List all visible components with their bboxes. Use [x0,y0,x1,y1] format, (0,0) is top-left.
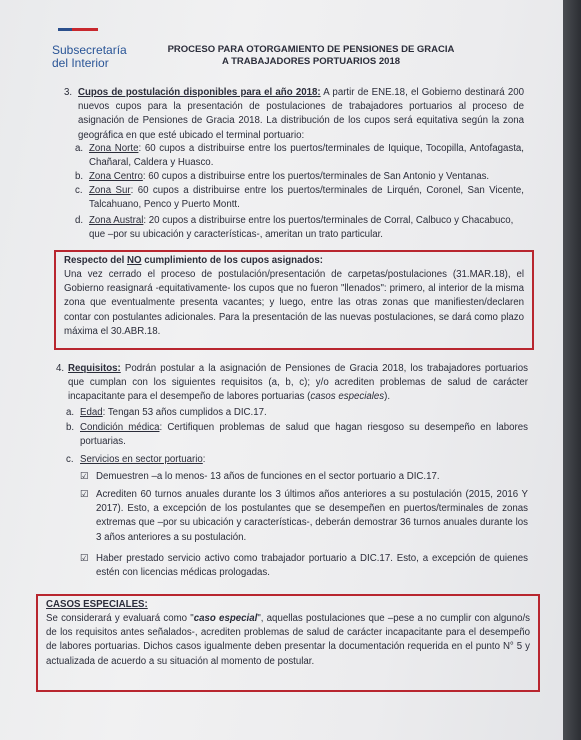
zone-c-label: Zona Sur [89,185,131,196]
zone-d-label: Zona Austral [89,215,144,226]
req-b-text: : Certifiquen problemas de salud que hagan riesgoso su desempeño en labores portuarias. [80,422,528,448]
req-c-item [80,453,528,467]
special-cases-box [36,594,540,692]
check-3-icon: ☑ [80,553,89,564]
req-b-item [80,421,528,449]
zone-b-item [89,170,524,184]
zone-d-item [89,214,524,242]
document-title [166,44,456,68]
org-logo-text [52,44,127,70]
req-c-label: Servicios en sector portuario [80,454,203,465]
check-2-text: Acrediten 60 turnos anuales durante los 3 últimos años anteriores a su postulación (2015, 2016 Y 2017). Esto, a excepción de los postulantes que se desempeñen en puertos/terminales de zonas extremas que –por su ubicación y características-, deberán demostrar 36 turnos anuales durante los 3 años anteriores a su postulación. [96,489,528,543]
org-line-1: Subsecretaría [52,43,127,57]
req-c-letter: c. [66,454,74,465]
box1-heading-post: cumplimiento de los cupos asignados: [141,255,323,266]
req-b-label: Condición médica [80,422,160,433]
section-4-text-pre: Podrán postular a la asignación de Pensiones de Gracia 2018, los trabajadores portuarios que cumplan con los siguientes requisitos (a, b, c); y/o acrediten problemas de salud de carácter incapacitante para el desempeño de labores portuarias ( [68,363,528,403]
box2-heading [46,598,530,612]
background-edge [563,0,581,740]
zone-b-text: : 60 cupos a distribuirse entre los puertos/terminales de San Antonio y Ventanas. [142,171,490,182]
zone-c-text: : 60 cupos a distribuirse entre los puertos/terminales de Lirquén, Coronel, San Vicente, Talcahuano, Penco y Puerto Montt. [89,185,524,211]
zone-d-text: : 20 cupos a distribuirse entre los puertos/terminales de Corral, Calbuco y Chacabuco, que –por su ubicación y características-, ameritan un trato particular. [89,215,514,241]
box1-heading-pre: Respecto del [64,255,127,266]
section-4-text-em: casos especiales [310,391,385,403]
box2-text-em: caso especial [193,613,258,624]
check-1-icon: ☑ [80,471,89,482]
box1-heading-no: NO [127,255,142,266]
zone-b-label: Zona Centro [89,171,143,182]
zone-b-letter: b. [75,171,84,182]
box2-text-post: ", aquellas postulaciones que –pese a no cumplir con alguno/s de los requisitos antes señalados-, acrediten problemas de salud de carácter incapacitante para el desempeño de labores portuarias. Dichos casos igualmente deben presentar la documentación requerida en el punto N° 5 y actualizada de acuerdo a su situación al momento de postular. [46,613,531,667]
req-b-letter: b. [66,422,75,433]
check-1-text: Demuestren –a lo menos- 13 años de funciones en el sector portuario a DIC.17. [96,471,440,482]
zone-a-item [89,142,524,170]
title-line-1: PROCESO PARA OTORGAMIENTO DE PENSIONES DE GRACIA [167,44,455,55]
req-c-text: : [202,454,206,465]
section-3-text: A partir de ENE.18, el Gobierno destinará 200 nuevos cupos para la presentación de postulaciones de trabajadores portuarios al proceso de asignación de Pensiones de Gracia 2018. La distribución de los cupos será equitativa según la zona geográfica en que esté ubicado el terminal portuario: [78,87,524,141]
req-a-text: : Tengan 53 años cumplidos a DIC.17. [102,407,267,418]
req-a-letter: a. [66,407,75,418]
zone-a-label: Zona Norte [89,143,139,154]
zone-d-letter: d. [75,215,84,226]
section-3-heading: Cupos de postulación disponibles para el año 2018: [78,87,321,98]
section-4-text-post: ). [384,391,391,403]
req-a-label: Edad [80,407,103,418]
section-4-heading: Requisitos: [68,363,121,374]
zone-c-item [89,184,524,212]
zone-c-letter: c. [75,185,83,196]
title-line-2: A TRABAJADORES PORTUARIOS 2018 [221,56,401,67]
quota-non-fulfilment-box [54,250,534,350]
zone-a-letter: a. [75,143,84,154]
org-line-2: del Interior [52,56,109,70]
section-4-intro [68,362,528,405]
box1-heading [64,254,524,268]
section-3-number: 3. [64,87,73,98]
check-2-icon: ☑ [80,489,89,500]
box1-text: Una vez cerrado el proceso de postulación/presentación de carpetas/postulaciones (31.MAR.18), el Gobierno reasignará -equitativamente- los cupos que no fueron "llenados": primero, al interior de la misma zona que eventualmente presenta vacantes; y luego, entre las otras zonas que manifiesten/declaren contar con postulantes adicionales. Para la presentación de las nuevas postulaciones, se dará como plazo máxima el 30.ABR.18. [64,269,524,337]
zone-a-text: : 60 cupos a distribuirse entre los puertos/terminales de Iquique, Tocopilla, Antofagasta, Chañaral, Caldera y Huasco. [89,143,524,169]
check-3-text: Haber prestado servicio activo como trabajador portuario a DIC.17. Esto, a excepción de quienes estén con licencias médicas prologadas. [96,553,528,579]
section-4-number: 4. [56,363,65,374]
section-3-intro [78,86,524,143]
box2-heading-text: CASOS ESPECIALES: [46,599,148,610]
logo-red-stripe [72,28,98,31]
logo-blue-stripe [58,28,72,31]
box2-text-pre: Se considerará y evaluará como " [46,613,194,624]
box2-text [46,612,530,669]
req-a-item [80,406,528,420]
